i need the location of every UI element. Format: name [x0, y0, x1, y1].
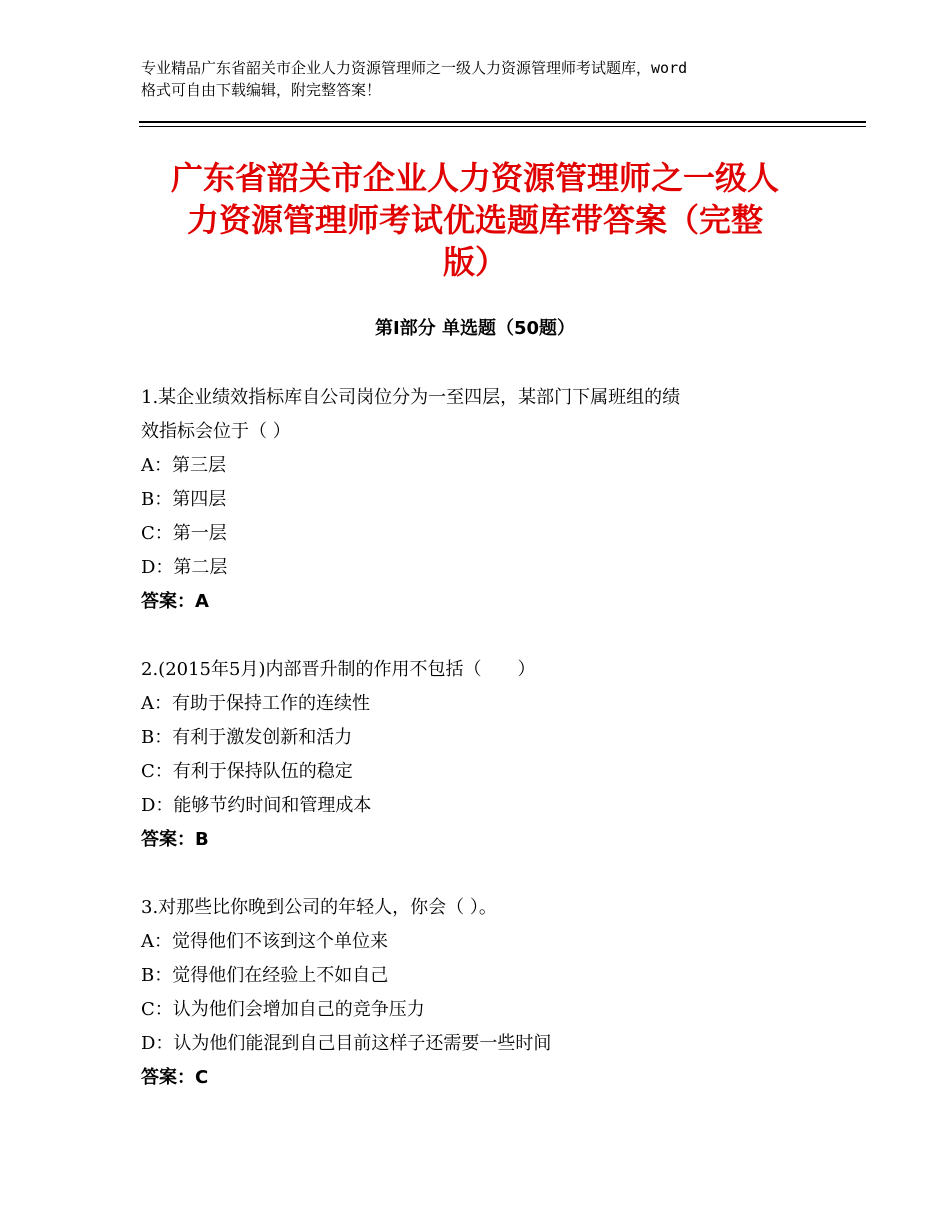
document-title-line1: 广东省韶关市企业人力资源管理师之一级人: [170, 159, 779, 197]
question-stem: 3.对那些比你晚到公司的年轻人，你会（ ）。: [141, 897, 497, 918]
answer: 答案：C: [141, 1067, 209, 1088]
option-a: A：觉得他们不该到这个单位来: [141, 931, 388, 952]
question-3: [141, 891, 811, 1095]
header-divider-thin: [139, 126, 866, 127]
document-title-line2: 力资源管理师考试优选题库带答案（完整: [186, 201, 763, 239]
header-note-line2: 格式可自由下载编辑，附完整答案！: [141, 81, 382, 99]
option-a: A：第三层: [141, 455, 226, 476]
question-1: [141, 381, 811, 619]
option-a: A：有助于保持工作的连续性: [141, 693, 370, 714]
option-d: D：认为他们能混到自己目前这样子还需要一些时间: [141, 1033, 552, 1054]
option-b: B：第四层: [141, 489, 227, 510]
header-note-line1: 专业精品广东省韶关市企业人力资源管理师之一级人力资源管理师考试题库，word: [141, 59, 688, 77]
answer: 答案：B: [141, 829, 209, 850]
question-stem-continued: 效指标会位于（ ）: [141, 421, 291, 442]
document-title: [140, 157, 810, 283]
answer: 答案：A: [141, 591, 209, 612]
option-c: C：有利于保持队伍的稳定: [141, 761, 353, 782]
option-b: B：有利于激发创新和活力: [141, 727, 353, 748]
option-c: C：认为他们会增加自己的竞争压力: [141, 999, 425, 1020]
option-b: B：觉得他们在经验上不如自己: [141, 965, 389, 986]
option-d: D：第二层: [141, 557, 228, 578]
section-title: 第Ⅰ部分 单选题（50题）: [374, 318, 575, 339]
question-list: [141, 381, 811, 1129]
header-divider-thick: [139, 121, 866, 123]
question-stem: 2.(2015年5月)内部晋升制的作用不包括（ ）: [141, 659, 536, 680]
option-d: D：能够节约时间和管理成本: [141, 795, 372, 816]
question-2: [141, 653, 811, 857]
option-c: C：第一层: [141, 523, 227, 544]
question-stem: 1.某企业绩效指标库自公司岗位分为一至四层，某部门下属班组的绩: [141, 387, 681, 408]
header-note: [141, 57, 821, 101]
document-title-line3: 版）: [442, 243, 507, 281]
